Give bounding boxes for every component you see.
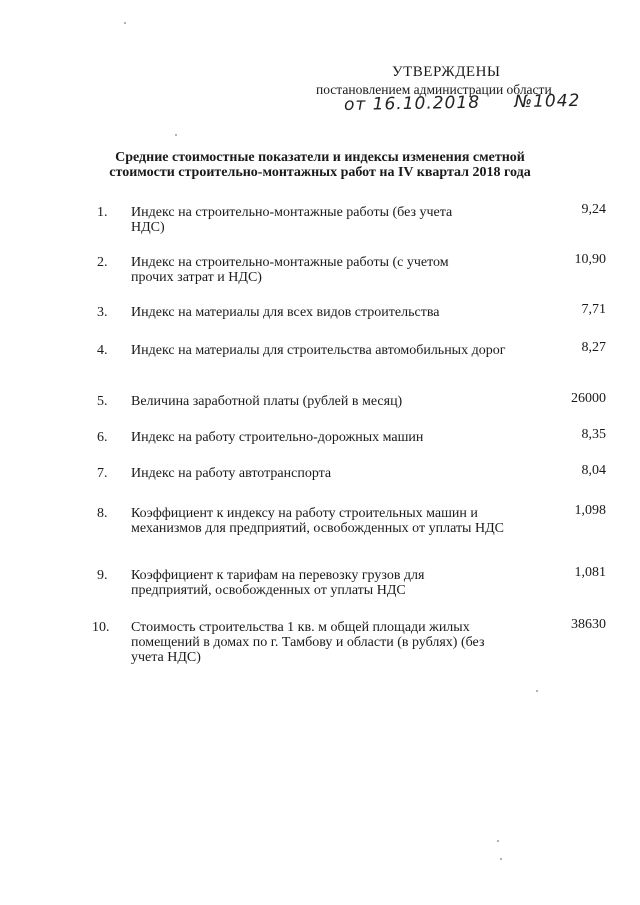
item-value: 7,71: [581, 302, 606, 317]
item-value: 1,081: [574, 565, 606, 580]
scan-speck: [124, 22, 126, 24]
item-number: 8.: [97, 506, 108, 521]
item-value: 9,24: [581, 202, 606, 217]
scan-speck: [497, 840, 499, 842]
item-value: 10,90: [574, 252, 606, 267]
handwritten-date-number: [344, 91, 581, 115]
item-text: Коэффициент к тарифам на перевозку грузов для предприятий, освобожденных от уплаты НДС: [131, 568, 425, 598]
item-value: 26000: [571, 391, 606, 406]
item-number: 4.: [97, 343, 108, 358]
item-value: 8,04: [581, 463, 606, 478]
item-text: Индекс на работу автотранспорта: [131, 466, 332, 481]
scan-speck: [175, 134, 177, 136]
scan-speck: [536, 690, 538, 692]
item-text: Индекс на строительно-монтажные работы (без учета НДС): [131, 205, 453, 235]
item-text: Индекс на работу строительно-дорожных машин: [131, 430, 424, 445]
item-number: 5.: [97, 394, 108, 409]
item-number: 9.: [97, 568, 108, 583]
scan-speck: [500, 858, 502, 860]
item-value: 38630: [571, 617, 606, 632]
item-text: Индекс на материалы для строительства автомобильных дорог: [131, 343, 506, 358]
item-text: Величина заработной платы (рублей в месяц): [131, 394, 403, 409]
handwritten-number: №1042: [514, 90, 581, 113]
item-number: 6.: [97, 430, 108, 445]
item-text: Стоимость строительства 1 кв. м общей площади жилых помещений в домах по г. Тамбову и области (в рублях) (без учета НДС): [131, 620, 485, 665]
item-number: 3.: [97, 305, 108, 320]
item-value: 8,35: [581, 427, 606, 442]
item-number: 1.: [97, 205, 108, 220]
item-text: Индекс на материалы для всех видов строительства: [131, 305, 440, 320]
title-line-1: Средние стоимостные показатели и индексы изменения сметной: [115, 150, 525, 165]
item-value: 1,098: [574, 503, 606, 518]
item-value: 8,27: [581, 340, 606, 355]
document-title: [0, 150, 640, 180]
resolution-line: постановлением администрации области: [316, 82, 552, 97]
item-number: 7.: [97, 466, 108, 481]
approved-heading: УТВЕРЖДЕНЫ: [392, 64, 501, 80]
handwritten-date: от 16.10.2018: [343, 92, 481, 116]
item-text: Индекс на строительно-монтажные работы (с учетом прочих затрат и НДС): [131, 255, 449, 285]
item-text: Коэффициент к индексу на работу строительных машин и механизмов для предприятий, освобожденных от уплаты НДС: [131, 506, 504, 536]
item-number: 10.: [92, 620, 110, 635]
title-line-2: стоимости строительно-монтажных работ на IV квартал 2018 года: [109, 165, 531, 180]
item-number: 2.: [97, 255, 108, 270]
